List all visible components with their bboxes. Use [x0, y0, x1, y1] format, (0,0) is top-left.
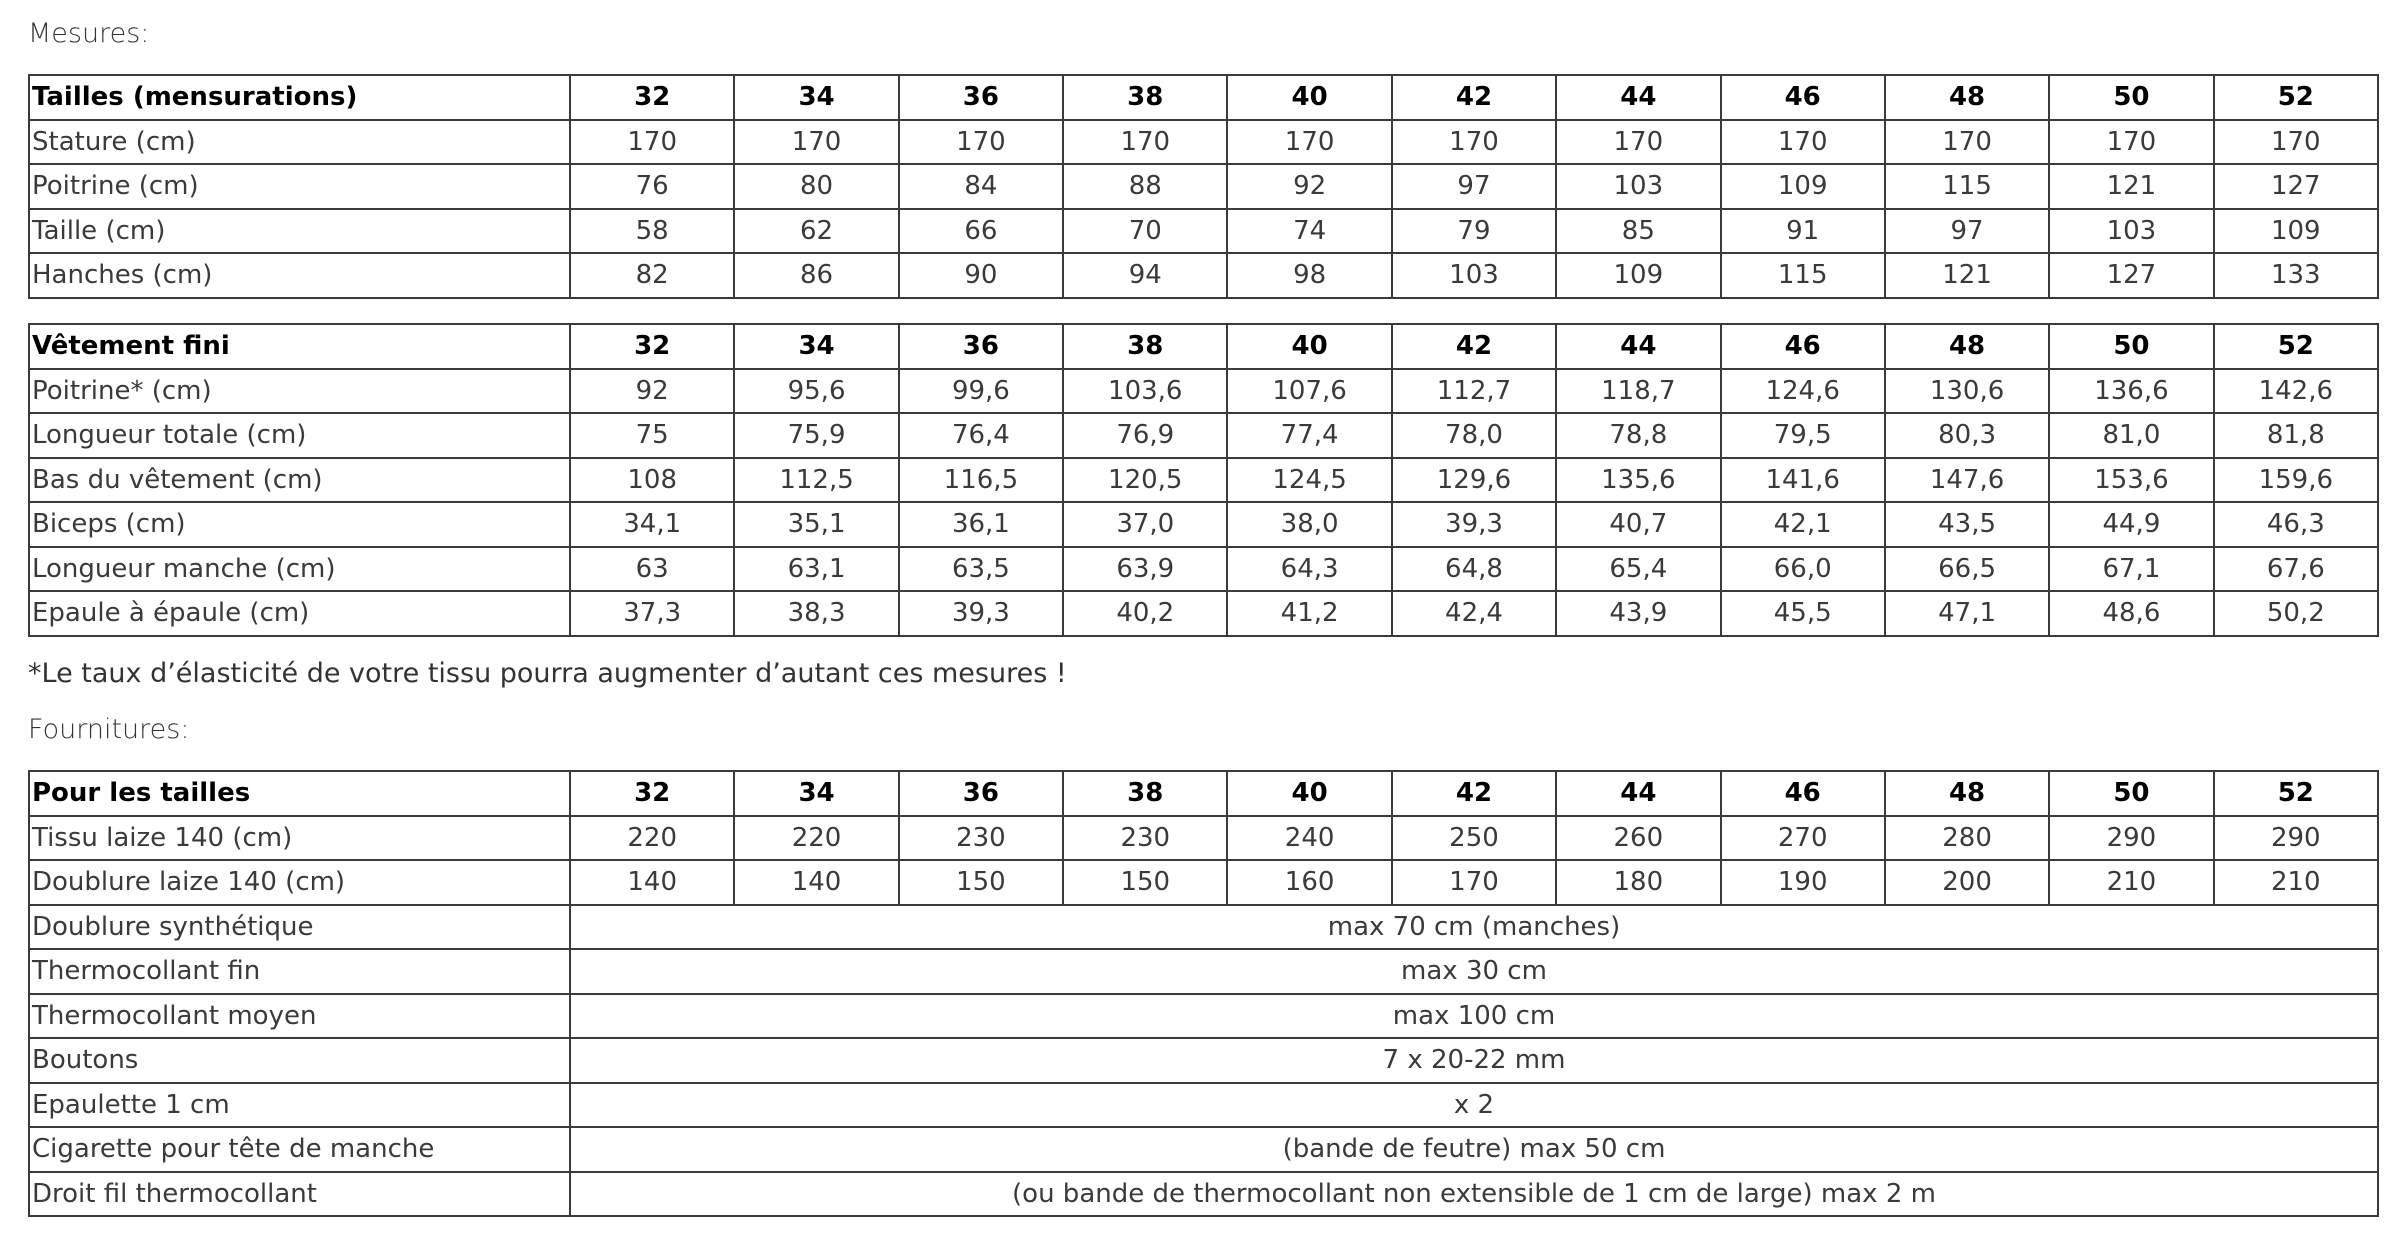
size-header-cell: 32 — [570, 324, 734, 369]
value-cell: 98 — [1227, 253, 1391, 298]
value-cell: 260 — [1556, 816, 1720, 861]
row-label: Tissu laize 140 (cm) — [29, 816, 570, 861]
value-cell: 44,9 — [2049, 502, 2213, 547]
value-cell: 66,0 — [1721, 547, 1885, 592]
value-cell: 103 — [2049, 209, 2213, 254]
table-row — [29, 905, 2378, 950]
size-header-cell: 44 — [1556, 324, 1720, 369]
value-cell: 45,5 — [1721, 591, 1885, 636]
table-row — [29, 502, 2378, 547]
size-header-cell: 42 — [1392, 324, 1556, 369]
value-cell: 34,1 — [570, 502, 734, 547]
value-cell: 58 — [570, 209, 734, 254]
supplies-table — [28, 770, 2379, 1217]
value-cell: 39,3 — [899, 591, 1063, 636]
table-row — [29, 253, 2378, 298]
value-cell: 210 — [2214, 860, 2378, 905]
table-row — [29, 1172, 2378, 1217]
size-header-cell: 36 — [899, 75, 1063, 120]
value-cell: 76 — [570, 164, 734, 209]
value-cell: 230 — [899, 816, 1063, 861]
value-cell: 91 — [1721, 209, 1885, 254]
value-cell: 120,5 — [1063, 458, 1227, 503]
value-cell: 36,1 — [899, 502, 1063, 547]
value-cell: 46,3 — [2214, 502, 2378, 547]
value-cell: 240 — [1227, 816, 1391, 861]
value-cell: 81,8 — [2214, 413, 2378, 458]
value-cell: 129,6 — [1392, 458, 1556, 503]
value-cell: 170 — [2049, 120, 2213, 165]
value-cell: 170 — [1721, 120, 1885, 165]
row-label: Hanches (cm) — [29, 253, 570, 298]
value-cell: 159,6 — [2214, 458, 2378, 503]
value-cell: 140 — [570, 860, 734, 905]
value-cell: 42,4 — [1392, 591, 1556, 636]
value-cell: 115 — [1885, 164, 2049, 209]
table-row — [29, 209, 2378, 254]
value-cell: 48,6 — [2049, 591, 2213, 636]
merged-value-cell: x 2 — [570, 1083, 2378, 1128]
value-cell: 66,5 — [1885, 547, 2049, 592]
fournitures-heading: Fournitures: — [28, 714, 190, 745]
value-cell: 112,7 — [1392, 369, 1556, 414]
value-cell: 43,5 — [1885, 502, 2049, 547]
value-cell: 64,3 — [1227, 547, 1391, 592]
size-header-cell: 48 — [1885, 771, 2049, 816]
value-cell: 170 — [734, 120, 898, 165]
table-header-row — [29, 324, 2378, 369]
value-cell: 109 — [1556, 253, 1720, 298]
merged-value-cell: (ou bande de thermocollant non extensible de 1 cm de large) max 2 m — [570, 1172, 2378, 1217]
value-cell: 85 — [1556, 209, 1720, 254]
size-header-cell: 50 — [2049, 771, 2213, 816]
size-header-cell: 38 — [1063, 75, 1227, 120]
value-cell: 38,3 — [734, 591, 898, 636]
value-cell: 136,6 — [2049, 369, 2213, 414]
merged-value-cell: max 100 cm — [570, 994, 2378, 1039]
value-cell: 109 — [2214, 209, 2378, 254]
table-row — [29, 120, 2378, 165]
table-header-row — [29, 75, 2378, 120]
size-header-cell: 34 — [734, 75, 898, 120]
value-cell: 270 — [1721, 816, 1885, 861]
size-header-cell: 42 — [1392, 771, 1556, 816]
value-cell: 230 — [1063, 816, 1227, 861]
value-cell: 78,0 — [1392, 413, 1556, 458]
row-label: Thermocollant moyen — [29, 994, 570, 1039]
value-cell: 141,6 — [1721, 458, 1885, 503]
size-header-cell: 40 — [1227, 75, 1391, 120]
value-cell: 80,3 — [1885, 413, 2049, 458]
value-cell: 42,1 — [1721, 502, 1885, 547]
value-cell: 41,2 — [1227, 591, 1391, 636]
value-cell: 135,6 — [1556, 458, 1720, 503]
size-header-cell: 38 — [1063, 324, 1227, 369]
value-cell: 153,6 — [2049, 458, 2213, 503]
value-cell: 76,4 — [899, 413, 1063, 458]
value-cell: 67,1 — [2049, 547, 2213, 592]
value-cell: 63,5 — [899, 547, 1063, 592]
value-cell: 63 — [570, 547, 734, 592]
table-row — [29, 1127, 2378, 1172]
value-cell: 160 — [1227, 860, 1391, 905]
value-cell: 210 — [2049, 860, 2213, 905]
value-cell: 39,3 — [1392, 502, 1556, 547]
value-cell: 88 — [1063, 164, 1227, 209]
size-header-cell: 42 — [1392, 75, 1556, 120]
value-cell: 63,1 — [734, 547, 898, 592]
value-cell: 92 — [1227, 164, 1391, 209]
table-row — [29, 949, 2378, 994]
value-cell: 103,6 — [1063, 369, 1227, 414]
size-header-cell: 52 — [2214, 324, 2378, 369]
value-cell: 150 — [899, 860, 1063, 905]
size-header-cell: 34 — [734, 324, 898, 369]
value-cell: 97 — [1885, 209, 2049, 254]
table-row — [29, 458, 2378, 503]
value-cell: 121 — [1885, 253, 2049, 298]
value-cell: 108 — [570, 458, 734, 503]
row-header-label: Tailles (mensurations) — [29, 75, 570, 120]
value-cell: 40,2 — [1063, 591, 1227, 636]
size-header-cell: 48 — [1885, 324, 2049, 369]
table-header-row — [29, 771, 2378, 816]
value-cell: 133 — [2214, 253, 2378, 298]
value-cell: 170 — [570, 120, 734, 165]
value-cell: 81,0 — [2049, 413, 2213, 458]
row-label: Poitrine (cm) — [29, 164, 570, 209]
value-cell: 74 — [1227, 209, 1391, 254]
row-label: Longueur totale (cm) — [29, 413, 570, 458]
row-header-label: Vêtement fini — [29, 324, 570, 369]
value-cell: 67,6 — [2214, 547, 2378, 592]
value-cell: 77,4 — [1227, 413, 1391, 458]
value-cell: 35,1 — [734, 502, 898, 547]
value-cell: 50,2 — [2214, 591, 2378, 636]
row-label: Cigarette pour tête de manche — [29, 1127, 570, 1172]
value-cell: 124,6 — [1721, 369, 1885, 414]
value-cell: 95,6 — [734, 369, 898, 414]
table-row — [29, 816, 2378, 861]
value-cell: 140 — [734, 860, 898, 905]
size-header-cell: 52 — [2214, 75, 2378, 120]
value-cell: 103 — [1392, 253, 1556, 298]
value-cell: 76,9 — [1063, 413, 1227, 458]
row-label: Droit fil thermocollant — [29, 1172, 570, 1217]
size-header-cell: 40 — [1227, 771, 1391, 816]
row-label: Stature (cm) — [29, 120, 570, 165]
value-cell: 290 — [2049, 816, 2213, 861]
row-label: Thermocollant fin — [29, 949, 570, 994]
value-cell: 82 — [570, 253, 734, 298]
table-row — [29, 413, 2378, 458]
value-cell: 79,5 — [1721, 413, 1885, 458]
value-cell: 90 — [899, 253, 1063, 298]
body-measurements-table — [28, 74, 2379, 299]
size-header-cell: 52 — [2214, 771, 2378, 816]
row-label: Poitrine* (cm) — [29, 369, 570, 414]
value-cell: 116,5 — [899, 458, 1063, 503]
value-cell: 103 — [1556, 164, 1720, 209]
value-cell: 37,0 — [1063, 502, 1227, 547]
value-cell: 92 — [570, 369, 734, 414]
value-cell: 170 — [899, 120, 1063, 165]
value-cell: 150 — [1063, 860, 1227, 905]
value-cell: 64,8 — [1392, 547, 1556, 592]
value-cell: 200 — [1885, 860, 2049, 905]
size-header-cell: 32 — [570, 75, 734, 120]
value-cell: 75 — [570, 413, 734, 458]
size-header-cell: 46 — [1721, 771, 1885, 816]
size-header-cell: 40 — [1227, 324, 1391, 369]
row-label: Doublure laize 140 (cm) — [29, 860, 570, 905]
value-cell: 127 — [2049, 253, 2213, 298]
value-cell: 112,5 — [734, 458, 898, 503]
value-cell: 62 — [734, 209, 898, 254]
value-cell: 37,3 — [570, 591, 734, 636]
value-cell: 190 — [1721, 860, 1885, 905]
row-label: Epaulette 1 cm — [29, 1083, 570, 1128]
value-cell: 40,7 — [1556, 502, 1720, 547]
value-cell: 250 — [1392, 816, 1556, 861]
value-cell: 115 — [1721, 253, 1885, 298]
size-header-cell: 34 — [734, 771, 898, 816]
finished-garment-table — [28, 323, 2379, 637]
value-cell: 84 — [899, 164, 1063, 209]
size-header-cell: 46 — [1721, 324, 1885, 369]
size-header-cell: 32 — [570, 771, 734, 816]
size-header-cell: 44 — [1556, 771, 1720, 816]
value-cell: 75,9 — [734, 413, 898, 458]
value-cell: 170 — [1392, 120, 1556, 165]
row-label: Doublure synthétique — [29, 905, 570, 950]
value-cell: 130,6 — [1885, 369, 2049, 414]
value-cell: 220 — [570, 816, 734, 861]
value-cell: 124,5 — [1227, 458, 1391, 503]
value-cell: 170 — [1392, 860, 1556, 905]
value-cell: 66 — [899, 209, 1063, 254]
row-label: Boutons — [29, 1038, 570, 1083]
row-label: Longueur manche (cm) — [29, 547, 570, 592]
table-row — [29, 1038, 2378, 1083]
value-cell: 79 — [1392, 209, 1556, 254]
value-cell: 170 — [2214, 120, 2378, 165]
value-cell: 109 — [1721, 164, 1885, 209]
value-cell: 97 — [1392, 164, 1556, 209]
row-label: Taille (cm) — [29, 209, 570, 254]
size-header-cell: 50 — [2049, 324, 2213, 369]
value-cell: 78,8 — [1556, 413, 1720, 458]
merged-value-cell: 7 x 20-22 mm — [570, 1038, 2378, 1083]
elasticity-note: *Le taux d’élasticité de votre tissu pourra augmenter d’autant ces mesures ! — [28, 658, 1067, 689]
value-cell: 147,6 — [1885, 458, 2049, 503]
size-header-cell: 48 — [1885, 75, 2049, 120]
merged-value-cell: (bande de feutre) max 50 cm — [570, 1127, 2378, 1172]
value-cell: 94 — [1063, 253, 1227, 298]
value-cell: 220 — [734, 816, 898, 861]
size-header-cell: 44 — [1556, 75, 1720, 120]
size-header-cell: 36 — [899, 324, 1063, 369]
row-label: Biceps (cm) — [29, 502, 570, 547]
table-row — [29, 369, 2378, 414]
value-cell: 80 — [734, 164, 898, 209]
value-cell: 127 — [2214, 164, 2378, 209]
table-row — [29, 1083, 2378, 1128]
table-row — [29, 591, 2378, 636]
value-cell: 63,9 — [1063, 547, 1227, 592]
value-cell: 70 — [1063, 209, 1227, 254]
mesures-heading: Mesures: — [28, 18, 150, 49]
value-cell: 290 — [2214, 816, 2378, 861]
size-header-cell: 50 — [2049, 75, 2213, 120]
table-row — [29, 164, 2378, 209]
merged-value-cell: max 30 cm — [570, 949, 2378, 994]
value-cell: 142,6 — [2214, 369, 2378, 414]
table-row — [29, 994, 2378, 1039]
value-cell: 118,7 — [1556, 369, 1720, 414]
value-cell: 170 — [1885, 120, 2049, 165]
value-cell: 280 — [1885, 816, 2049, 861]
size-header-cell: 38 — [1063, 771, 1227, 816]
row-label: Bas du vêtement (cm) — [29, 458, 570, 503]
value-cell: 65,4 — [1556, 547, 1720, 592]
value-cell: 38,0 — [1227, 502, 1391, 547]
table-row — [29, 860, 2378, 905]
merged-value-cell: max 70 cm (manches) — [570, 905, 2378, 950]
value-cell: 180 — [1556, 860, 1720, 905]
value-cell: 170 — [1556, 120, 1720, 165]
value-cell: 43,9 — [1556, 591, 1720, 636]
size-header-cell: 36 — [899, 771, 1063, 816]
value-cell: 170 — [1063, 120, 1227, 165]
table-row — [29, 547, 2378, 592]
value-cell: 99,6 — [899, 369, 1063, 414]
value-cell: 47,1 — [1885, 591, 2049, 636]
row-header-label: Pour les tailles — [29, 771, 570, 816]
row-label: Epaule à épaule (cm) — [29, 591, 570, 636]
value-cell: 121 — [2049, 164, 2213, 209]
value-cell: 86 — [734, 253, 898, 298]
size-header-cell: 46 — [1721, 75, 1885, 120]
value-cell: 170 — [1227, 120, 1391, 165]
value-cell: 107,6 — [1227, 369, 1391, 414]
